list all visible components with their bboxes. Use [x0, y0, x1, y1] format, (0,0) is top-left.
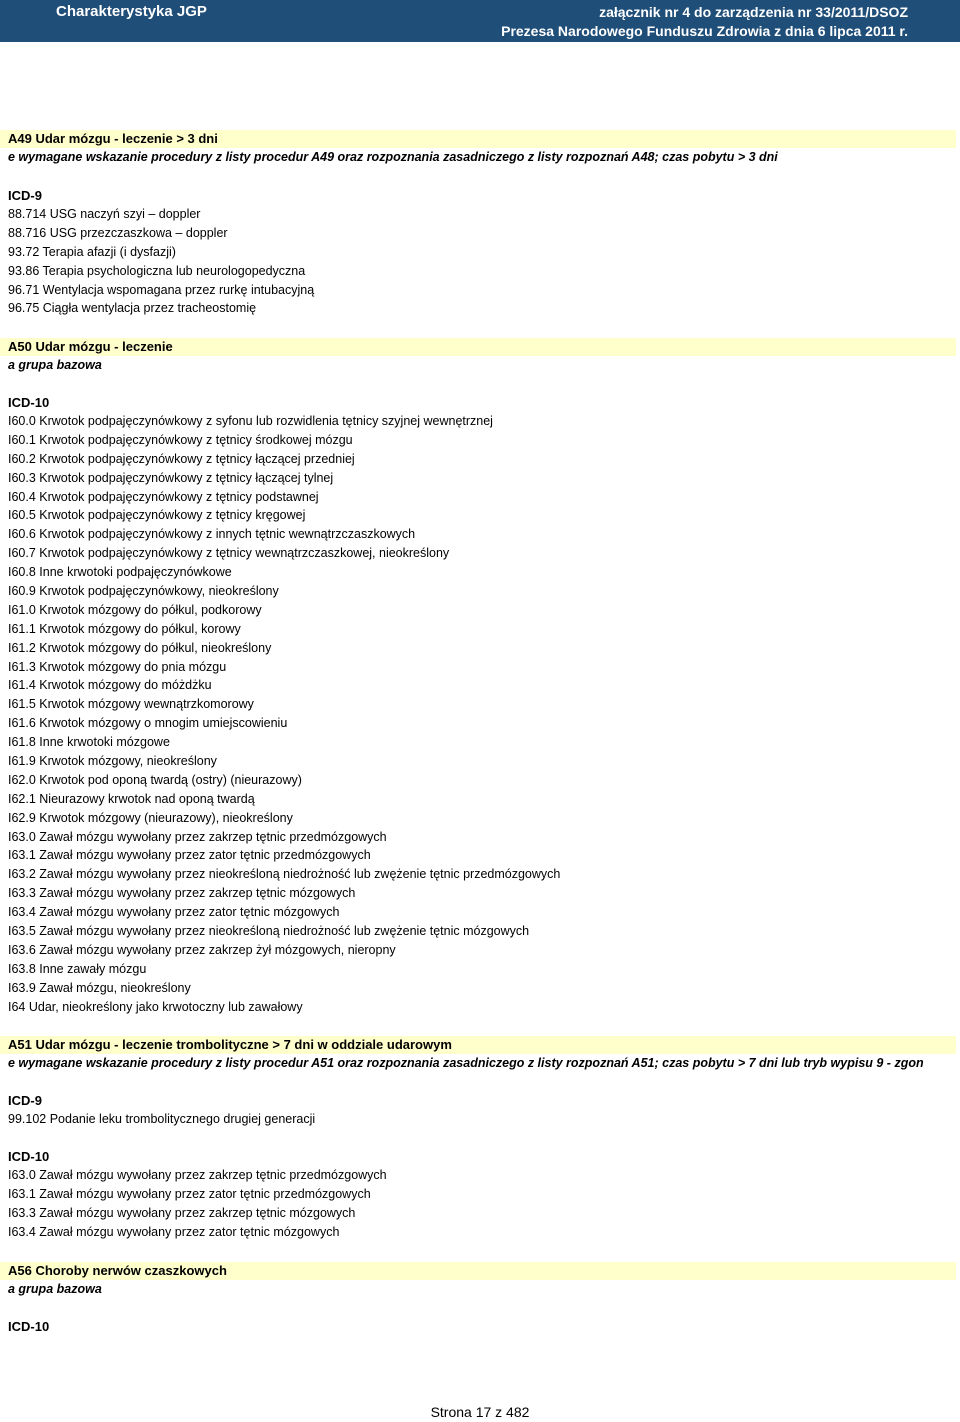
code-entry: I63.0 Zawał mózgu wywołany przez zakrzep tętnic przedmózgowych: [8, 829, 387, 844]
code-entry: I63.4 Zawał mózgu wywołany przez zator tętnic mózgowych: [8, 1224, 340, 1239]
header-annex-line2: Prezesa Narodowego Funduszu Zdrowia z dnia 6 lipca 2011 r.: [501, 23, 908, 39]
code-entry: I61.4 Krwotok mózgowy do móżdżku: [8, 678, 212, 693]
code-entry: I63.0 Zawał mózgu wywołany przez zakrzep tętnic przedmózgowych: [8, 1167, 387, 1182]
code-entry: I63.4 Zawał mózgu wywołany przez zator tętnic mózgowych: [8, 905, 340, 920]
code-entry: I61.0 Krwotok mózgowy do półkul, podkorowy: [8, 602, 262, 617]
code-entry: 93.86 Terapia psychologiczna lub neurologopedyczna: [8, 263, 306, 278]
code-entry: I60.5 Krwotok podpajęczynówkowy z tętnicy kręgowej: [8, 508, 306, 523]
section-a56: [0, 1262, 960, 1336]
code-entry: 96.71 Wentylacja wspomagana przez rurkę intubacyjną: [8, 282, 315, 297]
code-entry: 96.75 Ciągła wentylacja przez tracheostomię: [8, 301, 257, 316]
icd10-label: ICD-10: [8, 1148, 50, 1164]
code-entry: I60.4 Krwotok podpajęczynówkowy z tętnicy podstawnej: [8, 489, 319, 504]
code-entry: I60.2 Krwotok podpajęczynówkowy z tętnicy łączącej przedniej: [8, 451, 355, 466]
code-entry: I61.3 Krwotok mózgowy do pnia mózgu: [8, 659, 227, 674]
code-entry: 88.716 USG przezczaszkowa – doppler: [8, 225, 228, 240]
icd10-list: [0, 412, 960, 1017]
code-entry: I62.9 Krwotok mózgowy (nieurazowy), nieokreślony: [8, 810, 293, 825]
code-entry: I61.8 Inne krwotoki mózgowe: [8, 735, 170, 750]
code-entry: 99.102 Podanie leku trombolitycznego drugiej generacji: [8, 1112, 316, 1126]
code-entry: I63.1 Zawał mózgu wywołany przez zator tętnic przedmózgowych: [8, 1186, 371, 1201]
section-a51: [0, 1036, 960, 1241]
code-entry: I60.0 Krwotok podpajęczynówkowy z syfonu lub rozwidlenia tętnicy szyjnej wewnętrznej: [8, 414, 493, 428]
code-entry: I62.0 Krwotok pod oponą twardą (ostry) (nieurazowy): [8, 772, 302, 787]
icd10-label: ICD-10: [8, 1319, 50, 1334]
header-annex-info: [501, 3, 908, 41]
icd9-label: ICD-9: [8, 188, 42, 203]
section-subtitle: a grupa bazowa: [8, 358, 102, 372]
code-entry: I60.6 Krwotok podpajęczynówkowy z innych tętnic wewnątrzczaszkowych: [8, 527, 416, 542]
code-entry: I61.5 Krwotok mózgowy wewnątrzkomorowy: [8, 697, 254, 712]
icd9-list: [0, 1110, 960, 1129]
section-title: A51 Udar mózgu - leczenie trombolityczne > 7 dni w oddziale udarowym: [0, 1036, 956, 1054]
code-entry: 88.714 USG naczyń szyi – doppler: [8, 207, 201, 221]
code-entry: I61.6 Krwotok mózgowy o mnogim umiejscowieniu: [8, 716, 288, 731]
code-entry: I61.2 Krwotok mózgowy do półkul, nieokreślony: [8, 640, 272, 655]
code-entry: I63.6 Zawał mózgu wywołany przez zakrzep żył mózgowych, nieropny: [8, 942, 396, 957]
code-entry: I63.5 Zawał mózgu wywołany przez nieokreśloną niedrożność lub zwężenie tętnic mózgowych: [8, 924, 530, 939]
code-entry: I61.1 Krwotok mózgowy do półkul, korowy: [8, 621, 241, 636]
code-entry: I60.9 Krwotok podpajęczynówkowy, nieokreślony: [8, 584, 279, 599]
code-entry: I63.1 Zawał mózgu wywołany przez zator tętnic przedmózgowych: [8, 848, 371, 863]
code-entry: I63.3 Zawał mózgu wywołany przez zakrzep tętnic mózgowych: [8, 1205, 356, 1220]
section-title: A50 Udar mózgu - leczenie: [0, 338, 956, 356]
code-entry: I60.7 Krwotok podpajęczynówkowy z tętnicy wewnątrzczaszkowej, nieokreślony: [8, 546, 450, 561]
code-entry: I60.3 Krwotok podpajęczynówkowy z tętnicy łączącej tylnej: [8, 470, 334, 485]
code-entry: I63.2 Zawał mózgu wywołany przez nieokreśloną niedrożność lub zwężenie tętnic przedmózgowych: [8, 867, 561, 882]
section-a49: [0, 130, 960, 318]
section-subtitle: a grupa bazowa: [8, 1282, 102, 1296]
document-header: [0, 0, 960, 42]
icd10-label: ICD-10: [8, 395, 50, 410]
header-title: Charakterystyka JGP: [56, 3, 207, 20]
code-entry: I60.1 Krwotok podpajęczynówkowy z tętnicy środkowej mózgu: [8, 432, 353, 447]
section-subtitle: e wymagane wskazanie procedury z listy procedur A49 oraz rozpoznania zasadniczego z listy rozpoznań A48; czas pobytu > 3 dni: [8, 150, 778, 164]
page-number: Strona 17 z 482: [430, 1404, 530, 1420]
code-entry: I63.8 Inne zawały mózgu: [8, 961, 147, 976]
code-entry: I63.3 Zawał mózgu wywołany przez zakrzep tętnic mózgowych: [8, 886, 356, 901]
icd9-list: [0, 205, 960, 318]
section-a50: [0, 338, 960, 1017]
section-title: A49 Udar mózgu - leczenie > 3 dni: [0, 130, 956, 148]
section-subtitle: e wymagane wskazanie procedury z listy procedur A51 oraz rozpoznania zasadniczego z listy rozpoznań A51; czas pobytu > 7 dni lub tryb wypisu 9 - zgon: [8, 1056, 924, 1070]
code-entry: I62.1 Nieurazowy krwotok nad oponą twardą: [8, 791, 255, 806]
code-entry: I64 Udar, nieokreślony jako krwotoczny lub zawałowy: [8, 999, 303, 1014]
icd9-label: ICD-9: [8, 1093, 42, 1108]
code-entry: I60.8 Inne krwotoki podpajęczynówkowe: [8, 565, 232, 580]
section-title: A56 Choroby nerwów czaszkowych: [0, 1262, 956, 1280]
code-entry: 93.72 Terapia afazji (i dysfazji): [8, 244, 176, 259]
code-entry: I61.9 Krwotok mózgowy, nieokreślony: [8, 754, 217, 769]
code-entry: I63.9 Zawał mózgu, nieokreślony: [8, 980, 191, 995]
icd10-list: [0, 1166, 960, 1242]
header-annex-line1: załącznik nr 4 do zarządzenia nr 33/2011/DSOZ: [599, 4, 908, 20]
